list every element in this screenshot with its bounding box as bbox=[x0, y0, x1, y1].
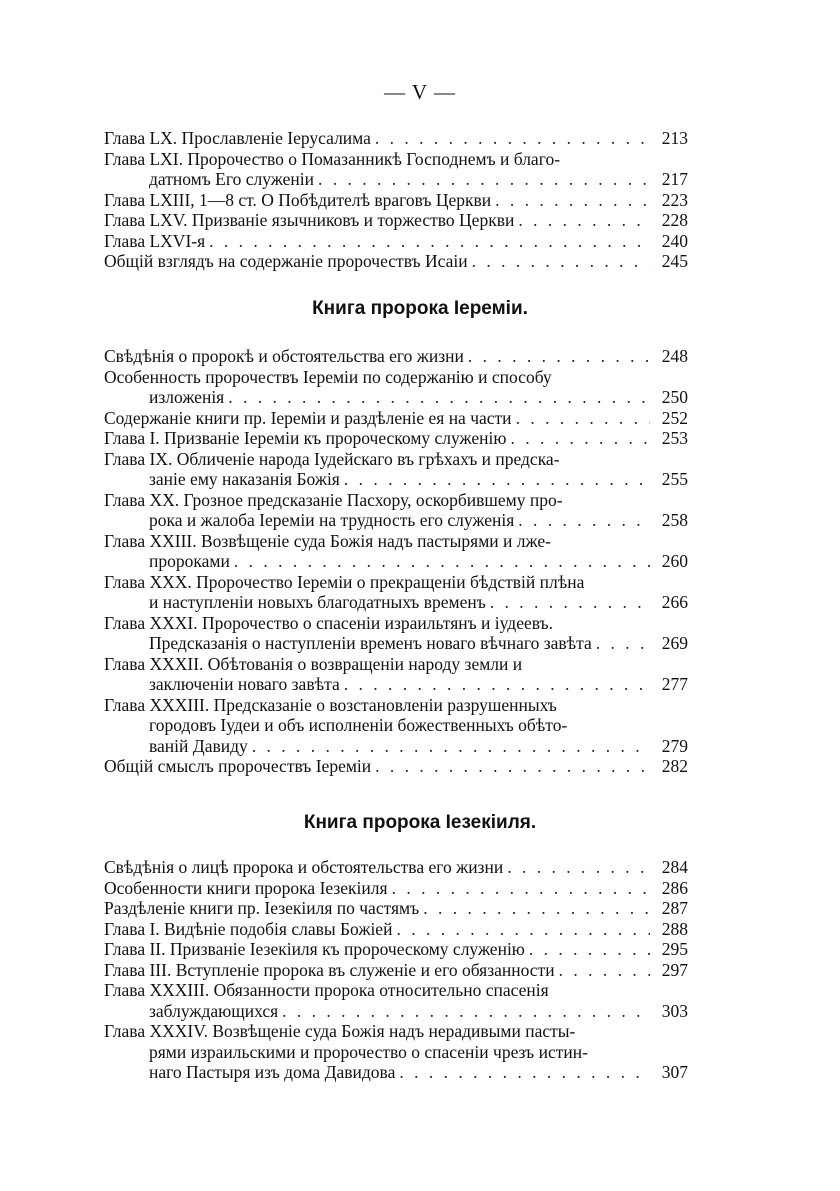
dot-leader bbox=[230, 551, 650, 572]
toc-page-number: 297 bbox=[661, 959, 688, 980]
dot-leader bbox=[224, 387, 650, 408]
toc-section bbox=[104, 857, 688, 1083]
toc-page-number: 252 bbox=[661, 407, 688, 428]
toc-entry-text: Глава XXX. Пророчество Іереміи о прекращеніи бѣдствій плѣна bbox=[104, 571, 585, 592]
toc-entry bbox=[104, 695, 688, 757]
toc-entry bbox=[104, 531, 688, 572]
toc-entry bbox=[104, 346, 688, 367]
dot-leader bbox=[392, 919, 650, 940]
toc-entry-text: Свѣдѣнія о лицѣ пророка и обстоятельства его жизни bbox=[104, 857, 504, 877]
toc-entry-text: заключеніи новаго завѣта bbox=[149, 674, 340, 694]
toc-entry bbox=[104, 919, 688, 940]
section-heading: Книга пророка Іереміи. bbox=[312, 298, 528, 319]
toc-entry-text: Глава XXXIII. Предсказаніе о возстановленіи разрушенныхъ bbox=[104, 694, 557, 715]
toc-entry bbox=[104, 654, 688, 695]
toc-page-number: 295 bbox=[661, 939, 688, 959]
toc-entry-text: и наступленіи новыхъ благодатныхъ временъ bbox=[149, 592, 486, 612]
toc-entry-text: Общій смыслъ пророчествъ Іереміи bbox=[104, 756, 372, 776]
toc-page-number: 255 bbox=[661, 469, 688, 489]
toc-section bbox=[104, 346, 688, 777]
toc-page-number: 282 bbox=[661, 756, 688, 776]
toc-page-number: 279 bbox=[661, 735, 688, 756]
toc-entry bbox=[104, 449, 688, 490]
dot-leader bbox=[512, 408, 650, 429]
toc-entry bbox=[104, 190, 688, 211]
toc-entry-text: Предсказанія о наступленіи временъ новаго вѣчнаго завѣта bbox=[149, 633, 592, 653]
toc-page-number: 253 bbox=[661, 428, 688, 448]
toc-entry-text: рями израильскими и пророчество о спасеніи чрезъ истин- bbox=[149, 1041, 588, 1062]
toc-page-number: 248 bbox=[661, 346, 688, 366]
toc-entry bbox=[104, 210, 688, 231]
dot-leader bbox=[503, 857, 650, 878]
toc-entry bbox=[104, 756, 688, 777]
dot-leader bbox=[371, 128, 650, 149]
toc-entry-text: изложенія bbox=[149, 387, 225, 407]
toc-entry bbox=[104, 490, 688, 531]
toc-entry bbox=[104, 857, 688, 878]
dot-leader bbox=[555, 960, 650, 981]
toc-entry-text: Глава LX. Прославленіе Іерусалима bbox=[104, 128, 371, 148]
toc-entry bbox=[104, 1021, 688, 1083]
toc-page-number: 260 bbox=[661, 551, 688, 571]
dot-leader bbox=[464, 346, 650, 367]
toc-entry bbox=[104, 878, 688, 899]
dot-leader bbox=[525, 939, 650, 960]
toc-entry-text: Глава III. Вступленіе пророка въ служеніе и его обязанности bbox=[104, 959, 555, 980]
page-number-header: — V — bbox=[384, 80, 456, 104]
dot-leader bbox=[340, 674, 650, 695]
toc-entry bbox=[104, 939, 688, 960]
toc-page-number: 213 bbox=[661, 128, 688, 148]
toc-page-number: 240 bbox=[661, 230, 688, 251]
toc-entry-text: заніе ему наказанія Божія bbox=[149, 469, 340, 489]
toc-page-number: 269 bbox=[661, 633, 688, 653]
toc-entry-text: Глава LXI. Пророчество о Помазанникѣ Господнемъ и благо- bbox=[104, 148, 561, 169]
toc-entry-text: городовъ Іудеи и объ исполненіи божественныхъ обѣто- bbox=[149, 715, 568, 735]
toc-entry bbox=[104, 572, 688, 613]
toc-entry-text: наго Пастыря изъ дома Давидова bbox=[149, 1062, 396, 1082]
toc-section bbox=[104, 128, 688, 272]
toc-page-number: 258 bbox=[661, 510, 688, 530]
toc-entry-text: Глава I. Видѣніе подобія славы Божіей bbox=[104, 918, 393, 939]
toc-entry bbox=[104, 251, 688, 272]
toc-page-number: 228 bbox=[661, 210, 688, 230]
toc-entry-text: Общій взглядъ на содержаніе пророчествъ Исаіи bbox=[104, 251, 468, 271]
dot-leader bbox=[514, 210, 650, 231]
toc-page-number: 217 bbox=[661, 169, 688, 189]
toc-entry-text: Глава XX. Грозное предсказаніе Пасхору, оскорбившему про- bbox=[104, 489, 563, 510]
toc-entry-text: Глава XXXII. Обѣтованія о возвращеніи народу земли и bbox=[104, 653, 523, 674]
toc-entry-text: Глава XXXI. Пророчество о спасеніи израильтянъ и іудеевъ. bbox=[104, 612, 553, 633]
toc-entry bbox=[104, 128, 688, 149]
toc-entry bbox=[104, 408, 688, 429]
toc-entry-text: Раздѣленіе книги пр. Іезекіиля по частямъ bbox=[104, 898, 420, 918]
toc-entry-text: Глава LXV. Призваніе язычниковъ и торжество Церкви bbox=[104, 210, 515, 230]
toc-entry-text: Глава XXIII. Возвѣщеніе суда Божія надъ пастырями и лже- bbox=[104, 530, 551, 551]
dot-leader bbox=[592, 633, 650, 654]
dot-leader bbox=[395, 1062, 650, 1083]
toc-entry bbox=[104, 149, 688, 190]
toc-entry bbox=[104, 613, 688, 654]
toc-entry-text: Глава I. Призваніе Іереміи къ пророческому служенію bbox=[104, 428, 507, 448]
toc-entry-text: Глава IX. Обличеніе народа Іудейскаго въ грѣхахъ и предска- bbox=[104, 448, 560, 469]
toc-entry-text: Особенности книги пророка Іезекіиля bbox=[104, 877, 388, 898]
toc-entry bbox=[104, 428, 688, 449]
dot-leader bbox=[388, 878, 650, 899]
toc-page-number: 245 bbox=[661, 251, 688, 271]
dot-leader bbox=[486, 592, 650, 613]
toc-page-number: 277 bbox=[661, 674, 688, 694]
dot-leader bbox=[340, 469, 650, 490]
toc-entry-text: датномъ Его служеніи bbox=[149, 169, 314, 189]
toc-entry-text: пророками bbox=[149, 551, 230, 571]
dot-leader bbox=[248, 736, 650, 757]
toc-entry bbox=[104, 980, 688, 1021]
toc-page-number: 223 bbox=[661, 189, 688, 210]
dot-leader bbox=[419, 898, 650, 919]
toc-entry bbox=[104, 898, 688, 919]
toc-page-number: 286 bbox=[661, 877, 688, 898]
toc-entry-text: ваній Давиду bbox=[149, 735, 248, 756]
toc-entry-text: Содержаніе книги пр. Іереміи и раздѣленіе ея на части bbox=[104, 407, 512, 428]
toc-page-number: 288 bbox=[661, 918, 688, 939]
toc-entry bbox=[104, 231, 688, 252]
toc-entry-text: Глава XXXIII. Обязанности пророка относительно спасенія bbox=[104, 980, 549, 1000]
toc-entry-text: Глава LXIII, 1—8 ст. О Побѣдителѣ враговъ Церкви bbox=[104, 189, 492, 210]
dot-leader bbox=[514, 510, 650, 531]
toc-entry-text: рока и жалоба Іереміи на трудность его служенія bbox=[149, 510, 515, 530]
toc-page-number: 284 bbox=[661, 857, 688, 877]
toc-entry-text: Глава LXVI-я bbox=[104, 230, 206, 251]
dot-leader bbox=[278, 1001, 650, 1022]
section-heading: Книга пророка Іезекіиля. bbox=[303, 812, 537, 833]
toc-page-number: 266 bbox=[661, 592, 688, 612]
toc-page-number: 303 bbox=[661, 1000, 688, 1021]
toc-page-number: 307 bbox=[661, 1062, 688, 1082]
dot-leader bbox=[205, 231, 650, 252]
toc-entry-text: заблуждающихся bbox=[149, 1000, 279, 1021]
toc-page-number: 287 bbox=[661, 898, 688, 918]
toc-entry bbox=[104, 367, 688, 408]
toc-entry-text: Свѣдѣнія о пророкѣ и обстоятельства его жизни bbox=[104, 346, 464, 366]
dot-leader bbox=[371, 756, 650, 777]
toc-page-number: 250 bbox=[661, 387, 688, 407]
dot-leader bbox=[314, 169, 650, 190]
dot-leader bbox=[468, 251, 650, 272]
toc-entry-text: Особенность пророчествъ Іереміи по содержанію и способу bbox=[104, 366, 552, 387]
dot-leader bbox=[506, 428, 650, 449]
toc-entry bbox=[104, 960, 688, 981]
toc-entry-text: Глава II. Призваніе Іезекіиля къ пророческому служенію bbox=[104, 939, 525, 959]
toc-entry-text: Глава XXXIV. Возвѣщеніе суда Божія надъ нерадивыми пасты- bbox=[104, 1021, 576, 1041]
dot-leader bbox=[491, 190, 650, 211]
